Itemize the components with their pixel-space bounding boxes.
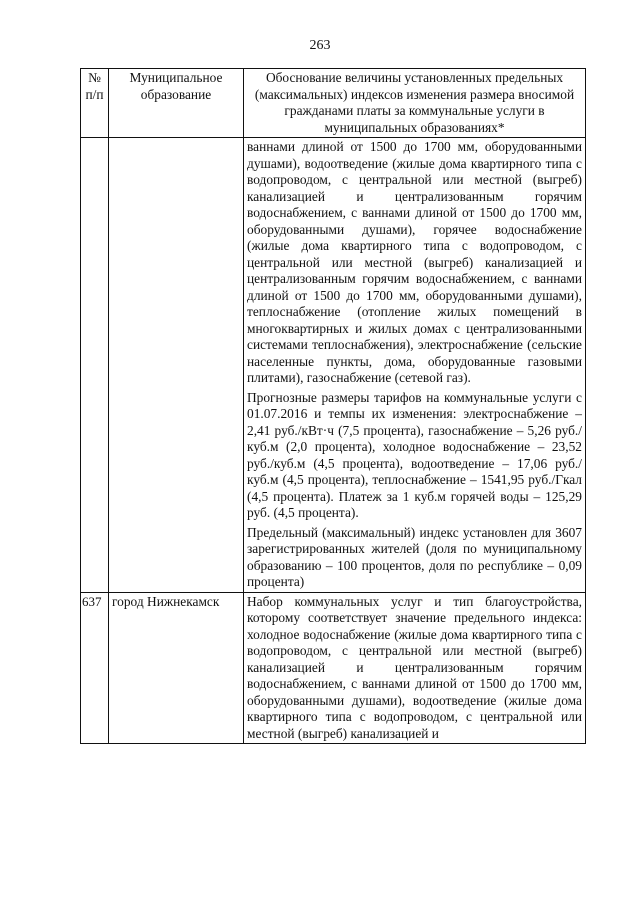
tariff-index-table <box>80 68 586 744</box>
justification-paragraph: ваннами длиной от 1500 до 1700 мм, оборудованными душами), водоотведение (жилые дома квартирного типа с водопроводом, с центральной или местной (выгреб) канализацией и централизованным горячим водоснабжением, с ваннами длиной от 1500 до 1700 мм, оборудованными душами), горячее водоснабжение (жилые дома квартирного типа с водопроводом, с центральной или местной (выгреб) канализацией и централизованным горячим водоснабжением, с ваннами длиной от 1500 до 1700 мм, оборудованными душами), теплоснабжение (отопление жилых помещений в многоквартирных и жилых домах с централизованными системами теплоснабжения), электроснабжение (сельские населенные пункты, дома, оборудованные газовыми плитами), газоснабжение (сетевой газ). <box>247 139 582 385</box>
table-row <box>81 592 586 744</box>
header-justification: Обоснование величины установленных предельных (максимальных) индексов изменения размера вносимой гражданами платы за коммунальные услуги в муниципальных образованиях* <box>244 69 586 138</box>
tariff-forecast-paragraph: Прогнозные размеры тарифов на коммунальные услуги с 01.07.2016 и темпы их изменения: электроснабжение – 2,41 руб./кВт·ч (7,5 процента), газоснабжение – 5,26 руб./куб.м (2,0 процента), холодное водоснабжение – 23,52 руб./куб.м (4,5 процента), водоотведение – 17,06 руб./куб.м (4,5 процента), теплоснабжение – 1541,95 руб./Гкал (4,5 процента). Платеж за 1 куб.м горячей воды – 125,29 руб. (4,5 процента). <box>247 389 582 520</box>
cell-municipality: город Нижнекамск <box>109 592 244 744</box>
header-municipality: Муниципальное образование <box>109 69 244 138</box>
cell-municipality-empty <box>109 138 244 593</box>
cell-justification: Набор коммунальных услуг и тип благоустройства, которому соответствует значение предельного индекса: холодное водоснабжение (жилые дома квартирного типа с водопроводом, с центральной или местной (выгреб) канализацией и централизованным горячим водоснабжением, с ваннами длиной от 1500 до 1700 мм, оборудованными душами), водоотведение (жилые дома квартирного типа с водопроводом, с центральной или местной (выгреб) канализацией и <box>244 592 586 744</box>
header-number: № п/п <box>81 69 109 138</box>
table-header-row <box>81 69 586 138</box>
cell-justification-continued <box>244 138 586 593</box>
cell-row-number: 637 <box>81 592 109 744</box>
index-residents-paragraph: Предельный (максимальный) индекс установлен для 3607 зарегистрированных жителей (доля по муниципальному образованию – 100 процентов, доля по республике – 0,09 процента) <box>247 524 582 589</box>
page-number: 263 <box>309 38 331 53</box>
table-row-continued <box>81 138 586 593</box>
cell-number-empty <box>81 138 109 593</box>
